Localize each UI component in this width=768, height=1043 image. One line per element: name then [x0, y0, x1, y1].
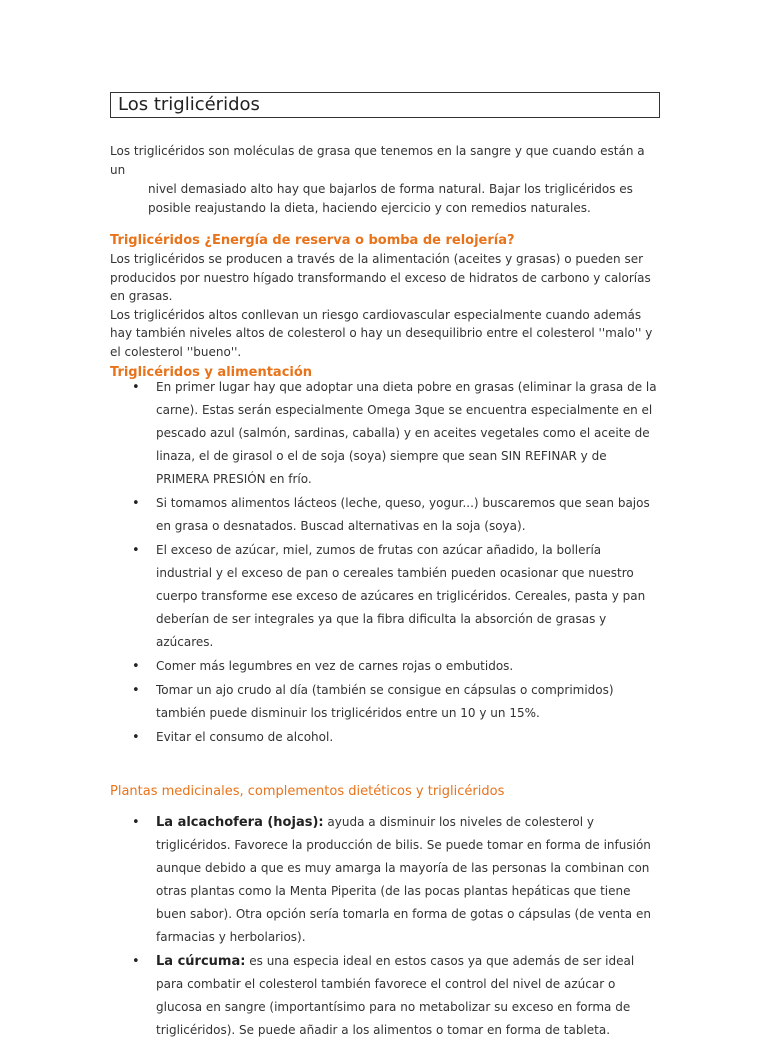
section1-paragraph-1: Los triglicéridos se producen a través de la alimentación (aceites y grasas) o pueden ser producidos por nuestro hígado transformando el exceso de hidratos de carbono y calorías en grasas. — [110, 252, 651, 303]
list-item: • Evitar el consumo de alcohol. — [110, 726, 660, 749]
list-item: • Comer más legumbres en vez de carnes rojas o embutidos. — [110, 655, 660, 678]
page-title: Los triglicéridos — [110, 92, 660, 118]
section-heading-alimentacion: Triglicéridos y alimentación — [110, 365, 313, 380]
item-text: es una especia ideal en estos casos ya que además de ser ideal para combatir el colesterol también favorece el control del nivel de azúcar o glucosa en sangre (importantísimo para no metabolizar su exceso en forma de triglicéridos). Se puede añadir a los alimentos o tomar en forma de tableta. — [156, 954, 635, 1037]
item-lead: La cúrcuma: — [156, 954, 246, 969]
item-text: ayuda a disminuir los niveles de colesterol y triglicéridos. Favorece la producción de bilis. Se puede tomar en forma de infusión aunque debido a que es muy amarga la mayoría de las personas la combinan con otras plantas como la Menta Piperita (de las pocas plantas hepáticas que tiene buen sabor). Otra opción sería tomarla en forma de gotas o cápsulas (de venta en farmacias y herbolarios). — [156, 815, 651, 944]
section-heading-energia: Triglicéridos ¿Energía de reserva o bomba de relojería? — [110, 233, 515, 248]
list-item: • Tomar un ajo crudo al día (también se consigue en cápsulas o comprimidos) también puede disminuir los triglicéridos entre un 10 y un 15%. — [110, 679, 660, 725]
intro-line-1: Los triglicéridos son moléculas de grasa que tenemos en la sangre y que cuando están a un — [110, 144, 645, 177]
item-lead: La alcachofera (hojas): — [156, 815, 324, 830]
list-item: • Si tomamos alimentos lácteos (leche, queso, yogur...) buscaremos que sean bajos en grasa o desnatados. Buscad alternativas en la soja (soya). — [110, 492, 660, 538]
alimentacion-list — [110, 376, 660, 749]
intro-paragraph — [110, 142, 660, 218]
list-item: • En primer lugar hay que adoptar una dieta pobre en grasas (eliminar la grasa de la carne). Estas serán especialmente Omega 3que se encuentra especialmente en el pescado azul (salmón, sardinas, caballa) y en aceites vegetales como el aceite de linaza, el de girasol o el de soja (soya) siempre que sean SIN REFINAR y de PRIMERA PRESIÓN en frío. — [110, 376, 660, 491]
intro-line-2: nivel demasiado alto hay que bajarlos de forma natural. Bajar los triglicéridos es — [148, 182, 633, 196]
list-item — [110, 811, 660, 949]
document-page — [110, 92, 660, 1043]
list-item — [110, 950, 660, 1042]
intro-line-3: posible reajustando la dieta, haciendo ejercicio y con remedios naturales. — [148, 201, 591, 215]
section-heading-plantas: Plantas medicinales, complementos dietéticos y triglicéridos — [110, 784, 505, 799]
list-item: • El exceso de azúcar, miel, zumos de frutas con azúcar añadido, la bollería industrial y el exceso de pan o cereales también pueden ocasionar que nuestro cuerpo transforme ese exceso de azúcares en triglicéridos. Cereales, pasta y pan deberían de ser integrales ya que la fibra dificulta la absorción de grasas y azúcares. — [110, 539, 660, 654]
section1-paragraph-2: Los triglicéridos altos conllevan un riesgo cardiovascular especialmente cuando además hay también niveles altos de colesterol o hay un desequilibrio entre el colesterol ''malo'' y el colesterol ''bueno''. — [110, 307, 653, 359]
plantas-list — [110, 811, 660, 1042]
